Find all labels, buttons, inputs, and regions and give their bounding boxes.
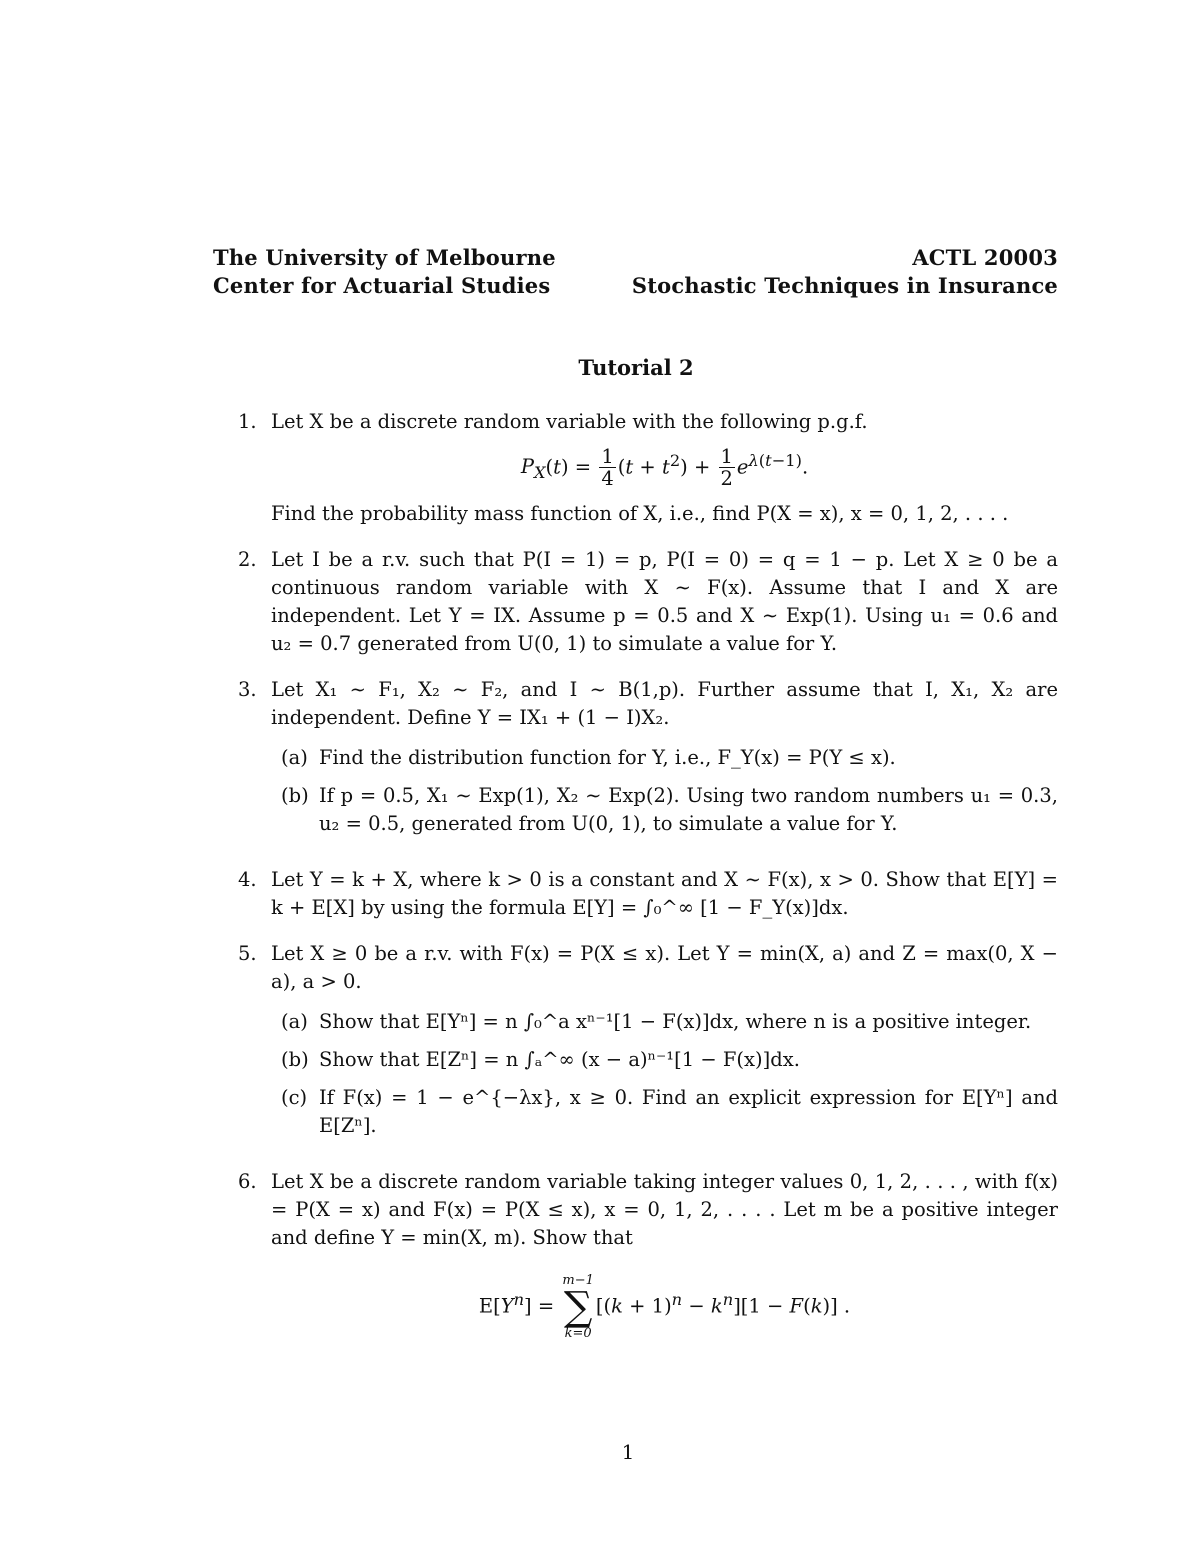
question-text: Let X ≥ 0 be a r.v. with F(x) = P(X ≤ x). Let Y = min(X, a) and Z = max(0, X − a), a > 0. bbox=[271, 941, 1058, 993]
question-text: Let I be a r.v. such that P(I = 1) = p, P(I = 0) = q = 1 − p. Let X ≥ 0 be a continuous random variable with X ∼ F(x). Assume that I and X are independent. Let Y = IX. Assume p = 0.5 and X ∼ Exp(1). Using u₁ = 0.6 and u₂ = 0.7 generated from U(0, 1) to simulate a value for Y. bbox=[271, 547, 1058, 655]
sub-question-list bbox=[271, 744, 1058, 838]
summation-symbol: m−1 ∑ k=0 bbox=[562, 1272, 594, 1341]
sub-question bbox=[271, 1084, 1058, 1140]
question-number: 3. bbox=[238, 677, 257, 701]
question-list bbox=[238, 408, 1058, 1350]
question-4 bbox=[238, 866, 1058, 922]
question-6 bbox=[238, 1168, 1058, 1340]
question-number: 6. bbox=[238, 1169, 257, 1193]
sub-question-label: (c) bbox=[281, 1085, 308, 1109]
sub-question-list bbox=[271, 1008, 1058, 1140]
header-institution: The University of Melbourne bbox=[213, 245, 556, 270]
display-equation: $P_X(t)$ = $\frac{1}{4}$ $(t + t^2)$ + $\frac{1}{2}$ $e^{\lambda(t-1)}$. bbox=[520, 445, 809, 491]
sub-question-label: (b) bbox=[281, 783, 309, 807]
question-followup: Find the probability mass function of X, i.e., find P(X = x), x = 0, 1, 2, . . . . bbox=[271, 501, 1009, 525]
question-1 bbox=[238, 408, 1058, 528]
sub-question-text: Show that E[Yⁿ] = n ∫₀^a xⁿ⁻¹[1 − F(x)]dx, where n is a positive integer. bbox=[319, 1009, 1032, 1033]
sub-question bbox=[271, 782, 1058, 838]
header-course-name: Stochastic Techniques in Insurance bbox=[631, 273, 1058, 298]
sub-question bbox=[271, 1008, 1058, 1036]
header-course-code: ACTL 20003 bbox=[912, 245, 1058, 270]
question-number: 2. bbox=[238, 547, 257, 571]
display-equation: $E[Y^n]$ = m−1 ∑ k=0 $[(k + 1)^n - k^n][1 - F(k)]$ . bbox=[478, 1272, 851, 1341]
page-number: 1 bbox=[621, 1440, 635, 1464]
question-2 bbox=[238, 546, 1058, 658]
header-department: Center for Actuarial Studies bbox=[213, 273, 551, 298]
document-title: Tutorial 2 bbox=[578, 355, 694, 380]
sub-question-text: Show that E[Zⁿ] = n ∫ₐ^∞ (x − a)ⁿ⁻¹[1 − F(x)]dx. bbox=[319, 1047, 800, 1071]
sub-question bbox=[271, 1046, 1058, 1074]
sub-question bbox=[271, 744, 1058, 772]
sub-question-label: (a) bbox=[281, 1009, 308, 1033]
question-number: 4. bbox=[238, 867, 257, 891]
sub-question-label: (a) bbox=[281, 745, 308, 769]
question-text: Let X be a discrete random variable taking integer values 0, 1, 2, . . . , with f(x) = P(X = x) and F(x) = P(X ≤ x), x = 0, 1, 2, . . . . Let m be a positive integer and define Y = min(X, m). Show that bbox=[271, 1169, 1058, 1249]
question-text: Let Y = k + X, where k > 0 is a constant and X ∼ F(x), x > 0. Show that E[Y] = k + E[X] by using the formula E[Y] = ∫₀^∞ [1 − F_Y(x)]dx. bbox=[271, 867, 1058, 919]
question-number: 5. bbox=[238, 941, 257, 965]
sub-question-text: Find the distribution function for Y, i.e., F_Y(x) = P(Y ≤ x). bbox=[319, 745, 896, 769]
sub-question-text: If F(x) = 1 − e^{−λx}, x ≥ 0. Find an explicit expression for E[Yⁿ] and E[Zⁿ]. bbox=[319, 1085, 1058, 1137]
question-5 bbox=[238, 940, 1058, 1140]
question-3 bbox=[238, 676, 1058, 838]
sub-question-label: (b) bbox=[281, 1047, 309, 1071]
question-number: 1. bbox=[238, 410, 257, 433]
question-text: Let X be a discrete random variable with the following p.g.f. bbox=[271, 410, 868, 433]
question-text: Let X₁ ∼ F₁, X₂ ∼ F₂, and I ∼ B(1,p). Further assume that I, X₁, X₂ are independent. Define Y = IX₁ + (1 − I)X₂. bbox=[271, 677, 1058, 729]
sub-question-text: If p = 0.5, X₁ ∼ Exp(1), X₂ ∼ Exp(2). Using two random numbers u₁ = 0.3, u₂ = 0.5, generated from U(0, 1), to simulate a value for Y. bbox=[319, 783, 1058, 835]
